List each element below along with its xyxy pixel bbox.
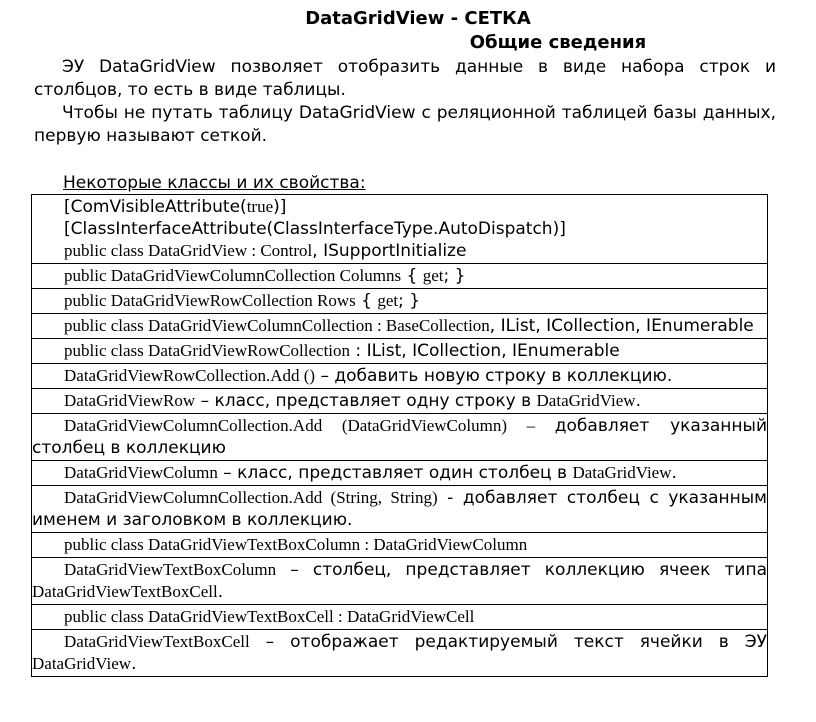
attribute-line-2: [ClassInterfaceAttribute(ClassInterfaceType.AutoDispatch)] xyxy=(64,219,566,239)
table-row: DataGridViewRowCollection.Add () – добавить новую строку в коллекцию. xyxy=(32,364,768,389)
table-row: public class DataGridViewTextBoxCell : DataGridViewCell xyxy=(32,605,768,630)
table-row: public class DataGridViewTextBoxColumn : DataGridViewColumn xyxy=(32,533,768,558)
table-row: DataGridViewRow – класс, представляет одну строку в DataGridView. xyxy=(32,389,768,414)
table-row xyxy=(32,195,768,264)
table-row: public class DataGridViewColumnCollection : BaseCollection, IList, ICollection, IEnumerable xyxy=(32,314,768,339)
attribute-line-1: [ComVisibleAttribute(true)] xyxy=(64,197,287,217)
intro-paragraph-2: Чтобы не путать таблицу DataGridView с реляционной таблицей базы данных, первую называют сеткой. xyxy=(34,103,776,146)
table-row: DataGridViewColumnCollection.Add (String, String) - добавляет столбец с указанным именем и заголовком в коллекцию. xyxy=(32,486,768,533)
table-row: DataGridViewColumnCollection.Add (DataGridViewColumn) – добавляет указанный столбец в коллекцию xyxy=(32,414,768,461)
table-row: DataGridViewColumn – класс, представляет один столбец в DataGridView. xyxy=(32,461,768,486)
table-row: public class DataGridViewRowCollection : IList, ICollection, IEnumerable xyxy=(32,339,768,364)
table-row: DataGridViewTextBoxCell – отображает редактируемый текст ячейки в ЭУ DataGridView. xyxy=(32,630,768,677)
section-label: Некоторые классы и их свойства: xyxy=(63,173,366,193)
table-row: public DataGridViewColumnCollection Columns { get; } xyxy=(32,264,768,289)
table-row: public DataGridViewRowCollection Rows { get; } xyxy=(32,289,768,314)
page-subtitle: Общие сведения xyxy=(469,32,647,53)
table-row: DataGridViewTextBoxColumn – столбец, представляет коллекцию ячеек типа DataGridViewTextBoxCell. xyxy=(32,558,768,605)
intro-paragraph-1: ЭУ DataGridView позволяет отобразить данные в виде набора строк и столбцов, то есть в виде таблицы. xyxy=(34,57,776,100)
page-title: DataGridView - СЕТКА xyxy=(305,8,531,29)
class-declaration: public class DataGridView : Control, ISupportInitialize xyxy=(64,241,467,261)
classes-table xyxy=(31,194,768,677)
